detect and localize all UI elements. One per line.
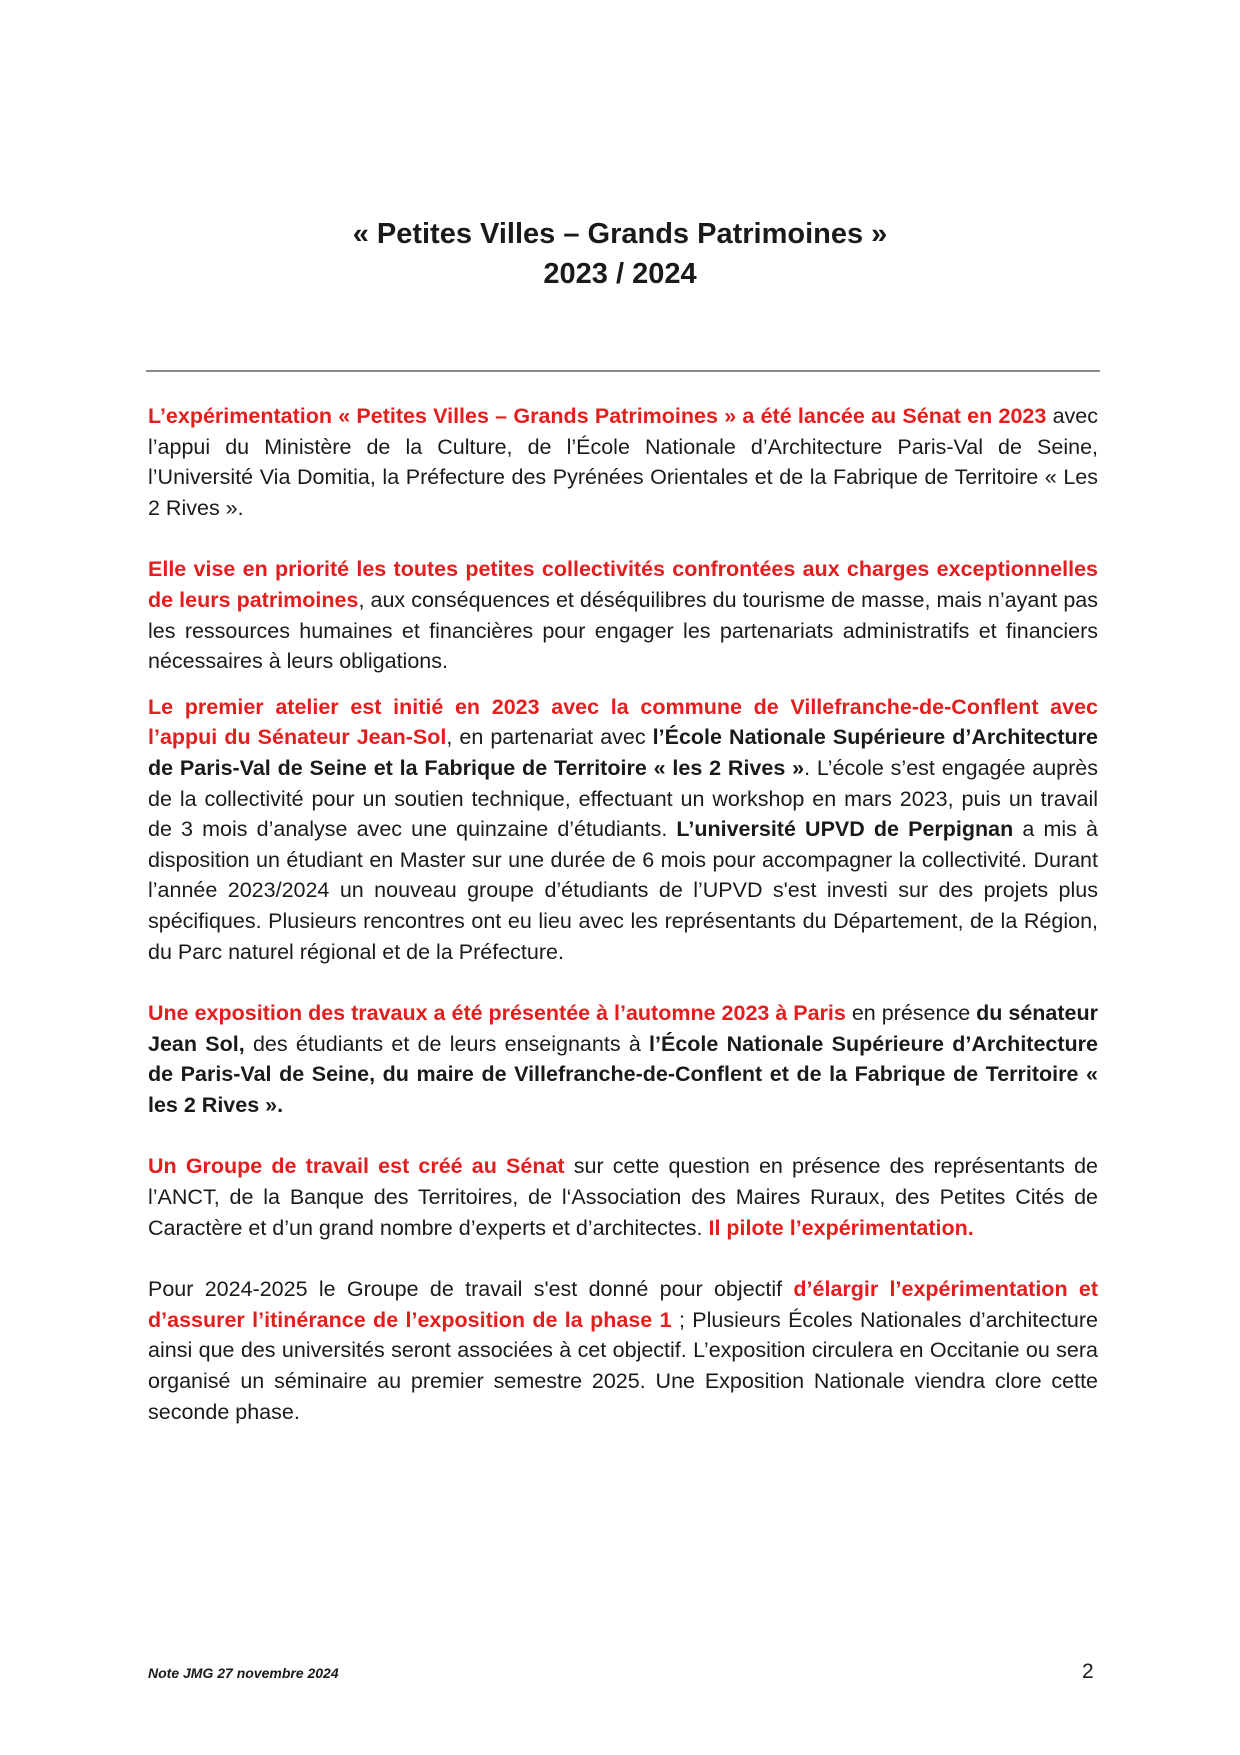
paragraph [148, 692, 1098, 967]
highlight-text: d’élargir l’expérimentation et d’assurer l’itinérance de l’exposition de la phase 1 [148, 1277, 1098, 1332]
horizontal-divider [146, 370, 1100, 372]
highlight-text: Le premier atelier est initié en 2023 avec la commune de Villefranche-de-Conflent avec l’appui du Sénateur Jean-Sol [148, 694, 1098, 750]
highlight-text: Une exposition des travaux a été présentée à l’automne 2023 à Paris [148, 1001, 846, 1026]
bold-text: du sénateur Jean Sol, [148, 1001, 1099, 1056]
body-text: , en partenariat avec [446, 725, 653, 750]
footer-note: Note JMG 27 novembre 2024 [148, 1665, 339, 1681]
bold-text: L’université UPVD de Perpignan [676, 817, 1014, 842]
paragraph [148, 1274, 1098, 1427]
body-text: avec l’appui du Ministère de la Culture, de l’École Nationale d’Architecture Paris-Val de Seine, l’Université Via Domitia, la Préfecture des Pyrénées Orientales et de la Fabrique de Territoire « Les 2 Rives ». [148, 404, 1098, 520]
body-text: en présence [845, 1001, 977, 1026]
highlight-text: Elle vise en priorité les toutes petites collectivités confrontées aux charges exceptionnelles de leurs patrimoines [148, 557, 1098, 612]
body-text: , aux conséquences et déséquilibres du tourisme de masse, mais n’ayant pas les ressources humaines et financières pour engager les partenariats administratifs et financiers nécessaires à leurs obligations. [148, 587, 1098, 674]
page-number: 2 [1082, 1660, 1094, 1683]
highlight-text: L’expérimentation « Petites Villes – Grands Patrimoines » a été lancée au Sénat en 2023 [148, 404, 1047, 428]
paragraph [148, 1151, 1098, 1243]
bold-text: l’École Nationale Supérieure d’Architecture de Paris-Val de Seine, du maire de Villefranche-de-Conflent et de la Fabrique de Territoire « les 2 Rives ». [148, 1031, 1098, 1117]
body-text: a mis à disposition un étudiant en Master sur une durée de 6 mois pour accompagner la collectivité. Durant l’année 2023/2024 un nouveau groupe d’étudiants de l’UPVD s'est investi sur des projets plus spécifiques. Plusieurs rencontres ont eu lieu avec les représentants du Département, de la Région, du Parc naturel régional et de la Préfecture. [148, 817, 1098, 964]
body-text: des étudiants et de leurs enseignants à [244, 1031, 650, 1056]
title-line-1: « Petites Villes – Grands Patrimoines » [352, 218, 888, 250]
body-text: ; Plusieurs Écoles Nationales d’architecture ainsi que des universités seront associées à cet objectif. L’exposition circulera en Occitanie ou sera organisé un séminaire au premier semestre 2025. Une Exposition Nationale viendra clore cette seconde phase. [148, 1307, 1099, 1424]
document-body [148, 401, 1098, 1427]
body-text: . L’école s’est engagée auprès de la collectivité pour un soutien technique, effectuant un workshop en mars 2023, puis un travail de 3 mois d’analyse avec une quinzaine d’étudiants. [148, 755, 1098, 842]
title-line-2: 2023 / 2024 [543, 258, 697, 290]
paragraph [148, 554, 1098, 676]
highlight-text: Il pilote l’expérimentation. [708, 1215, 974, 1240]
body-text: sur cette question en présence des représentants de l’ANCT, de la Banque des Territoires, de l‘Association des Maires Ruraux, des Petites Cités de Caractère et d’un grand nombre d’experts et d’architectes. [148, 1154, 1098, 1240]
paragraph [148, 401, 1098, 523]
body-text: Pour 2024-2025 le Groupe de travail s'est donné pour objectif [148, 1277, 794, 1302]
highlight-text: Un Groupe de travail est créé au Sénat [148, 1154, 565, 1179]
paragraph [148, 998, 1098, 1120]
bold-text: l’École Nationale Supérieure d’Architecture de Paris-Val de Seine et la Fabrique de Territoire « les 2 Rives » [148, 725, 1098, 780]
